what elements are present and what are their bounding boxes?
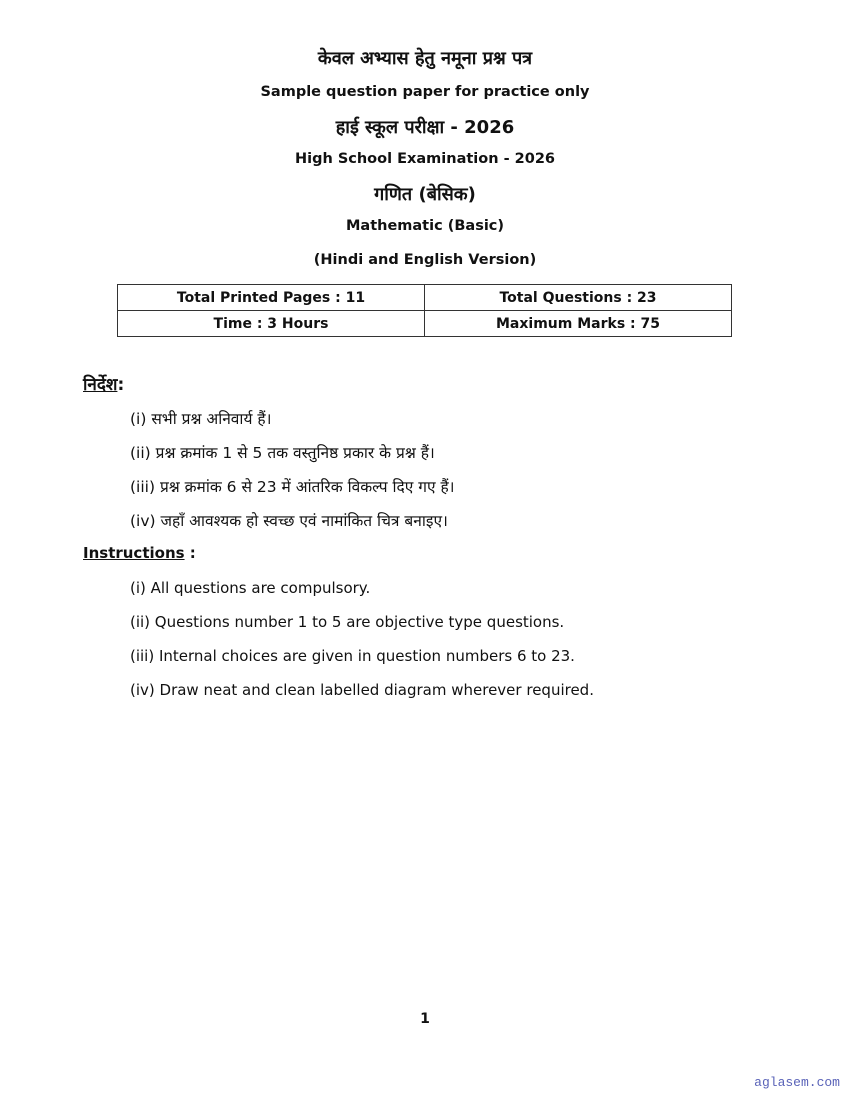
hindi-instruction-item: (iv) जहाँ आवश्यक हो स्वच्छ एवं नामांकित चित्र बनाइए।	[130, 512, 448, 530]
total-questions-cell: Total Questions : 23	[425, 285, 732, 311]
exam-meta-table	[117, 284, 732, 337]
english-instruction-item: (iii) Internal choices are given in question numbers 6 to 23.	[130, 647, 575, 665]
header-exam-title: High School Examination - 2026	[294, 151, 556, 167]
header-hindi-exam: हाई स्कूल परीक्षा - 2026	[335, 117, 515, 138]
english-instructions-heading	[83, 544, 196, 562]
table-row	[118, 311, 732, 337]
hindi-instruction-item: (ii) प्रश्न क्रमांक 1 से 5 तक वस्तुनिष्ठ प्रकार के प्रश्न हैं।	[130, 444, 435, 462]
time-cell: Time : 3 Hours	[118, 311, 425, 337]
header-sample-paper: Sample question paper for practice only	[260, 84, 590, 100]
header-version: (Hindi and English Version)	[313, 252, 537, 268]
english-instruction-item: (iv) Draw neat and clean labelled diagram wherever required.	[130, 681, 594, 699]
hindi-instruction-item: (i) सभी प्रश्न अनिवार्य हैं।	[130, 410, 272, 428]
header-subject: Mathematic (Basic)	[345, 218, 505, 234]
header-hindi-practice: केवल अभ्यास हेतु नमूना प्रश्न पत्र	[317, 48, 533, 69]
max-marks-cell: Maximum Marks : 75	[425, 311, 732, 337]
hindi-heading-text: निर्देश	[83, 375, 118, 395]
hindi-instructions-heading	[83, 372, 124, 395]
watermark-link[interactable]: aglasem.com	[754, 1075, 840, 1090]
total-pages-cell: Total Printed Pages : 11	[118, 285, 425, 311]
english-instruction-item: (i) All questions are compulsory.	[130, 579, 371, 597]
english-heading-colon: :	[184, 544, 196, 562]
table-row	[118, 285, 732, 311]
hindi-heading-colon: :	[117, 375, 125, 395]
english-instruction-item: (ii) Questions number 1 to 5 are objective type questions.	[130, 613, 565, 631]
english-heading-text: Instructions	[83, 544, 185, 562]
header-hindi-subject: गणित (बेसिक)	[374, 184, 476, 205]
hindi-instruction-item: (iii) प्रश्न क्रमांक 6 से 23 में आंतरिक विकल्प दिए गए हैं।	[130, 478, 455, 496]
page-number: 1	[420, 1011, 430, 1027]
